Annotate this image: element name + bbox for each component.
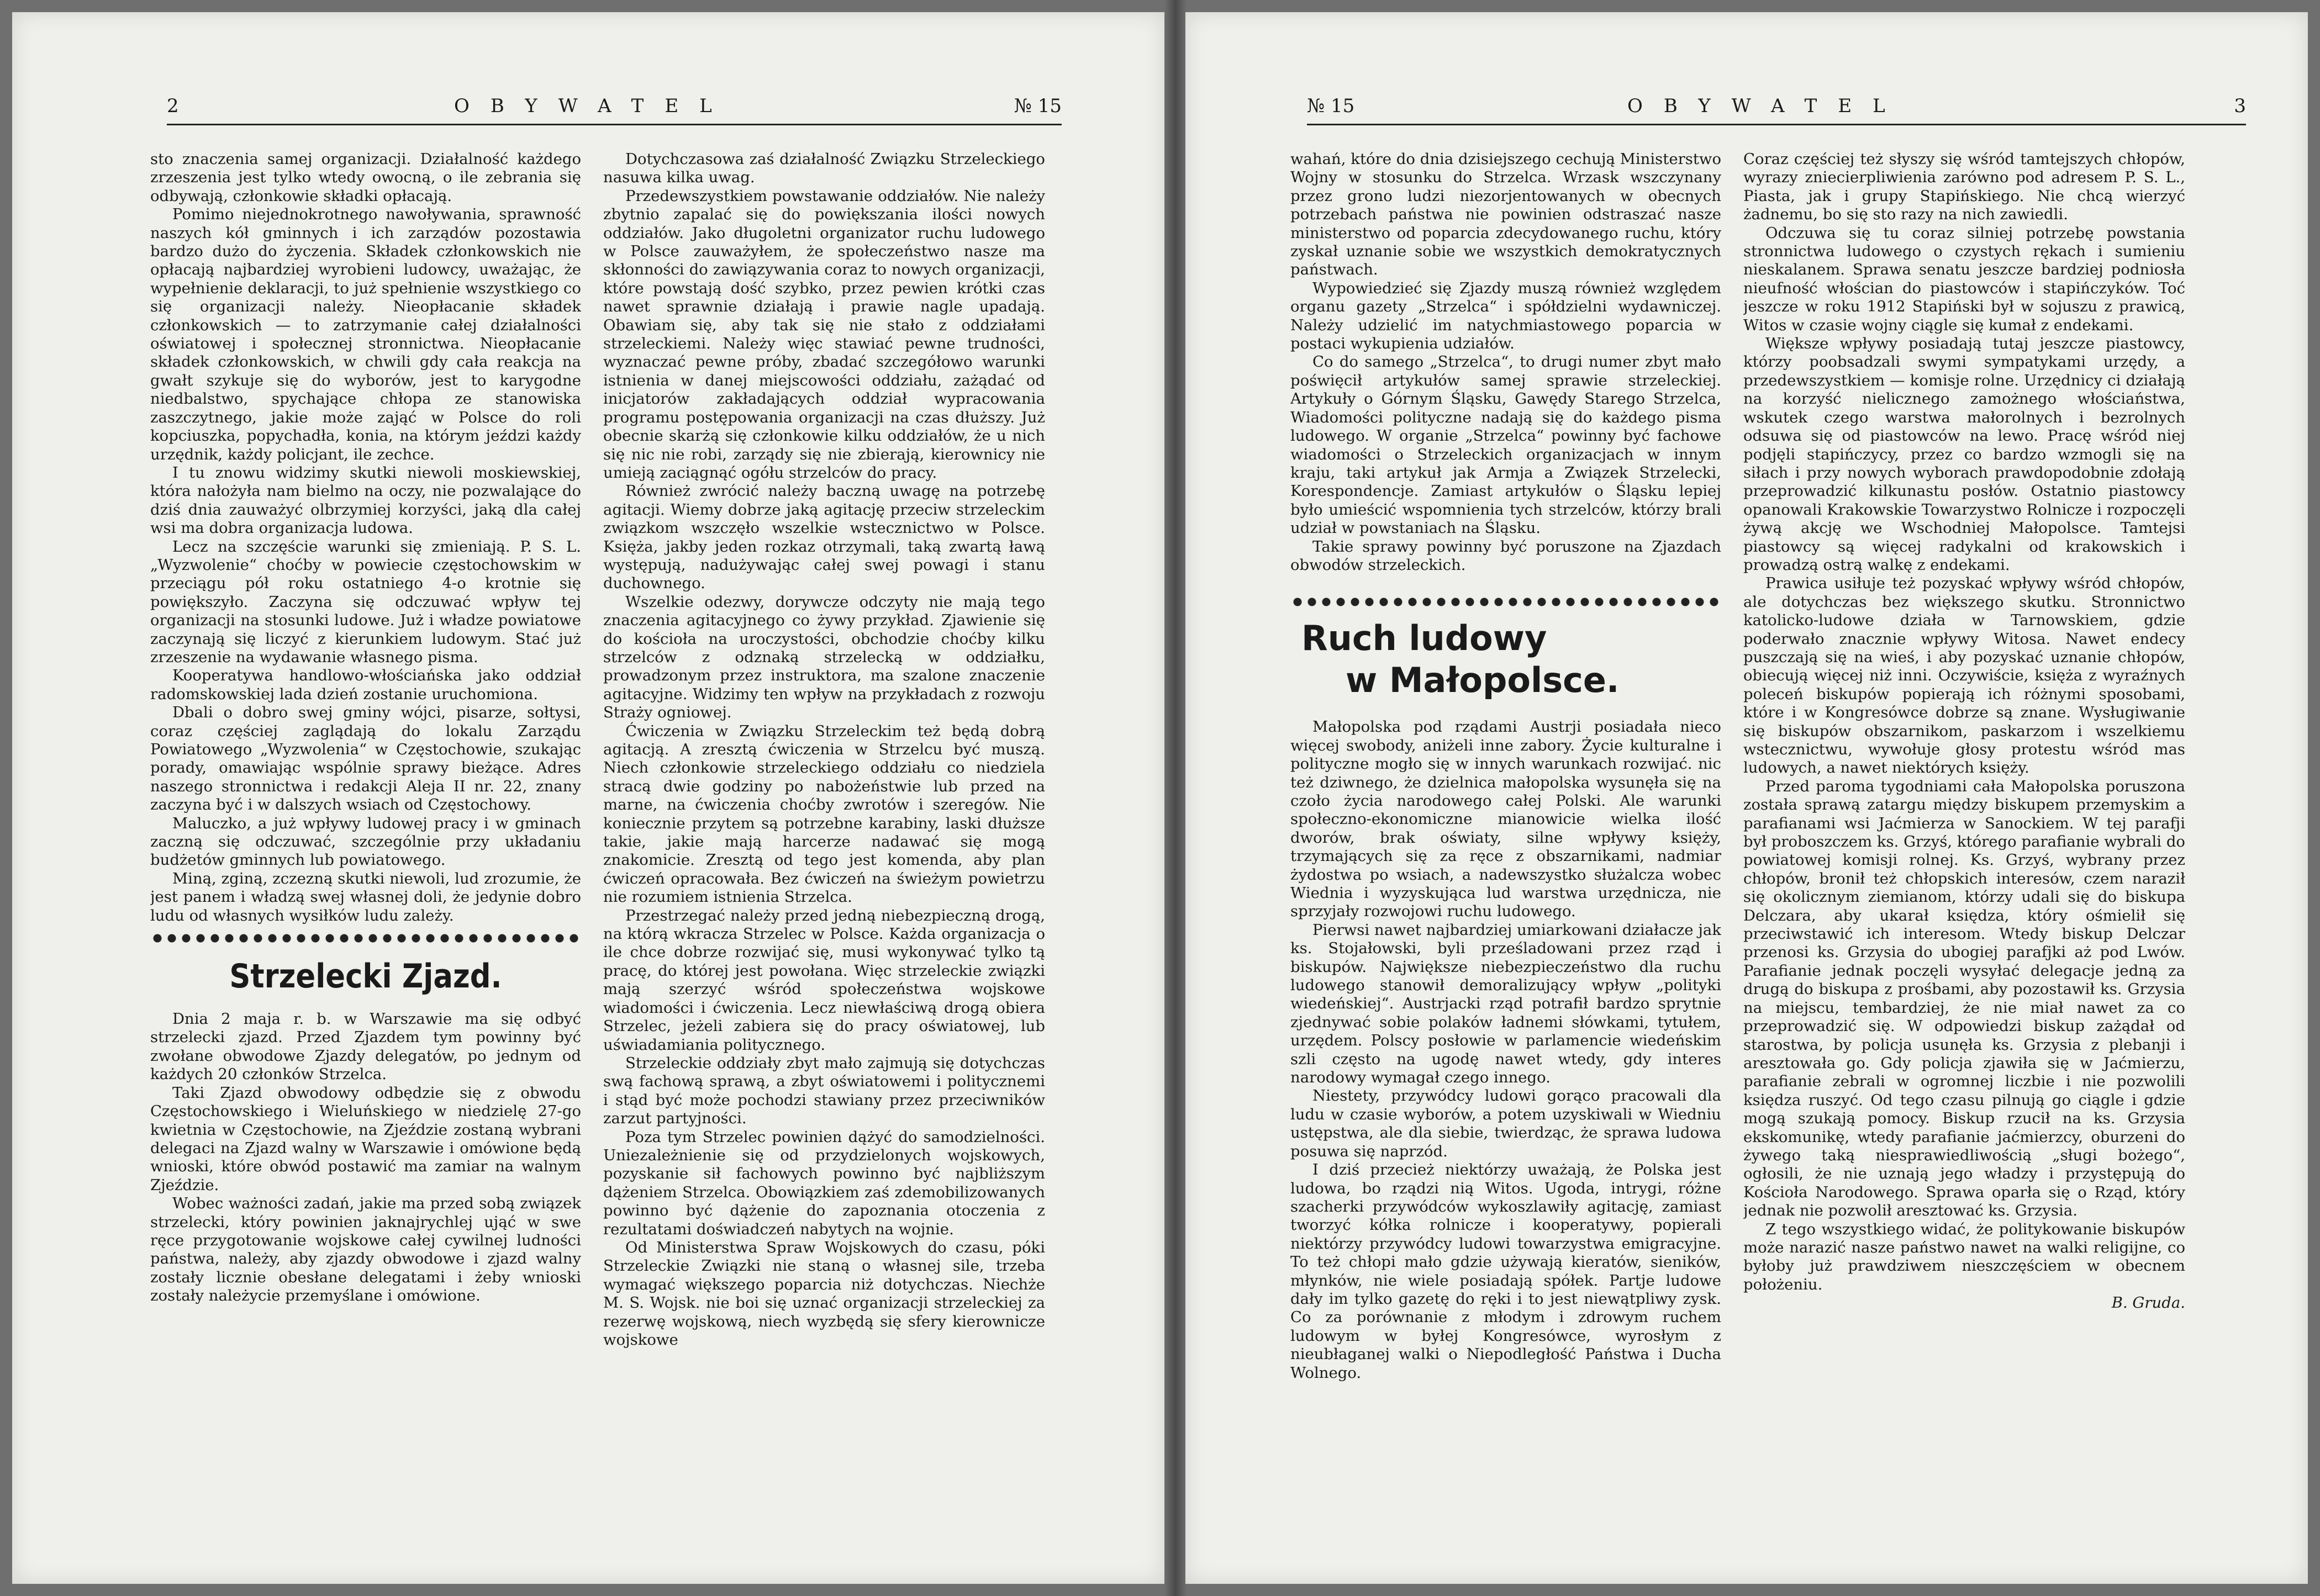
paragraph: Wszelkie odezwy, dorywcze odczyty nie mają tego znaczenia agitacyjnego co żywy przykład. Zjawienie się do kościoła na uroczystości, obchodzie choćby kilku strzelców z odznaką strzelecką w oddziałku, prowadzonym przez instruktora, ma szalone znaczenie agitacyjne. Widzimy ten wpływ na przykładach z rozwoju Straży ogniowej. [603,593,1045,722]
paragraph: I dziś przecież niektórzy uważają, że Polska jest ludowa, bo rządzi nią Witos. Ugoda, intrygi, różne szacherki przywódców wykoszlawiły agitację, zamiast tworzyć kółka rolnicze i kooperatywy, popierali niektórzy przywódcy ludowi towarzystwa emigracyjne. To też chłopi mało gdzie używają kieratów, sieników, młynków, nie wiele posiadają spółek. Partje ludowe dały im tylko gazetę do ręki i to jest niewątpliwy zysk. Co za porównanie z młodym i zdrowym ruchem ludowym w byłej Kongresówce, wyrosłym z nieubłaganej walki o Niepodległość Państwa i Ducha Wolnego. [1290,1161,1721,1382]
paragraph: Z tego wszystkiego widać, że politykowanie biskupów może narazić nasze państwo nawet na walki religijne, co byłoby już prawdziwem nieszczęściem w obecnem położeniu. [1743,1220,2185,1293]
paragraph: Dnia 2 maja r. b. w Warszawie ma się odbyć strzelecki zjazd. Przed Zjazdem tym powinny być zwołane obwodowe Zjazdy delegatów, po jednym od każdych 20 członków Strzelca. [150,1010,581,1084]
paragraph: Od Ministerstwa Spraw Wojskowych do czasu, póki Strzeleckie Związki nie staną o własnej sile, trzeba wymagać większego poparcia niż dotychczas. Niechże M. S. Wojsk. nie boi się uznać organizacji strzeleckiej za rezerwę wojskową, niech wyzbędą się sfery kierownicze wojskowe [603,1238,1045,1349]
paragraph: Maluczko, a już wpływy ludowej pracy i w gminach zaczną się odczuwać, szczególnie przy układaniu budżetów gminnych lub powiatowego. [150,814,581,869]
issue-number: № 15 [1307,95,1355,117]
right-running-head [1307,95,2246,125]
paragraph: Odczuwa się tu coraz silniej potrzebę powstania stronnictwa ludowego o czystych rękach i sumieniu nieskalanem. Sprawa senatu jeszcze bardziej podniosła nieufność włościan do piastowców i stapińczyków. Toć jeszcze w roku 1912 Stapiński był w sojuszu z prawicą, Witos w czasie wojny ciągle się kumał z endekami. [1743,224,2185,334]
left-page [12,12,1164,1584]
paragraph: Kooperatywa handlowo-włościańska jako oddział radomskowskiej lada dzień zostanie uruchomiona. [150,667,581,703]
paragraph: Przed paroma tygodniami cała Małopolska poruszona została sprawą zatargu między biskupem przemyskim a parafianami wsi Jaćmierza w Sanockiem. W tej parafji był proboszczem ks. Grzyś, którego parafianie wybrali do powiatowej komisji rolnej. Ks. Grzyś, wybrany przez chłopów, bronił też chłopskich interesów, czem naraził się okolicznym ziemianom, którzy udali się do biskupa Delczara, aby ukarał księdza, który ośmielił się przeciwstawić ich interesom. Wtedy biskup Delczar przenosi ks. Grzysia do ubogiej parafjki aż pod Lwów. Parafianie jednak poczęli wysyłać delegacje jedną za drugą do biskupa z prośbami, aby pozostawił ks. Grzysia na miejscu, tembardziej, że nie miał nawet za co przeprowadzić się. W odpowiedzi biskup zażądał od starostwa, by policja usunęła ks. Grzysia z plebanji i aresztowała go. Gdy policja zjawiła się w Jaćmierzu, parafianie zebrali w ogromnej liczbie i nie pozwolili księdza ruszyć. Od tego czasu pilnują go ciągle i gdzie mogą szukają pomocy. Biskup rzucił na ks. Grzysia ekskomunikę, wtedy parafianie jaćmierzcy, oburzeni do żywego taką niesprawiedliwością „sługi bożego“, ogłosili, że nie uznają jego władzy i przystępują do Kościoła Narodowego. Sprawa oparła się o Rząd, który jednak nie pozwolił aresztować ks. Grzysia. [1743,777,2185,1220]
paragraph: Coraz częściej też słyszy się wśród tamtejszych chłopów, wyrazy zniecierpliwienia zarówno pod adresem P. S. L., Piasta, jak i grupy Stapińskiego. Nie chcą wierzyć żadnemu, bo się sto razy na nich zawiedli. [1743,150,2185,224]
article-headline-ruch-ludowy [1290,617,1721,701]
headline-line-2: w Małopolsce. [1346,660,1620,701]
right-column-1 [1290,150,1721,1509]
masthead-title: OBYWATEL [454,95,733,117]
paragraph: Co do samego „Strzelca“, to drugi numer zbyt mało poświęcił artykułów samej sprawie strzeleckiej. Artykuły o Górnym Śląsku, Gawędy Starego Strzelca, Wiadomości polityczne nadają się do każdego pisma ludowego. W organie „Strzelca“ powinny być fachowe wiadomości o Strzeleckich organizacjach w innym kraju, taki artykuł jak Armja a Związek Strzelecki, Korespondencje. Zamiast artykułów o Śląsku lepiej było umieścić wspomnienia tych strzelców, którzy brali udział w powstaniach na Śląsku. [1290,353,1721,537]
article-headline-strzelecki-zjazd: Strzelecki Zjazd. [229,957,502,996]
paragraph: Przestrzegać należy przed jedną niebezpieczną drogą, na którą wkracza Strzelec w Polsce. Każda organizacja o ile chce dobrze rozwijać się, musi wykonywać tylko tą pracę, do której jest powołana. Więc strzeleckie związki mają szerzyć wśród społeczeństwa wojskowe wiadomości i ćwiczenia. Lecz niewłaściwą drogą obiera Strzelec, jeżeli zabiera się do pracy oświatowej, lub uświadamiania politycznego. [603,906,1045,1054]
left-running-head [167,95,1062,125]
paragraph: Dbali o dobro swej gminy wójci, pisarze, sołtysi, coraz częściej zaglądają do lokalu Zarządu Powiatowego „Wyzwolenia“ w Częstochowie, szukając porady, omawiając wspólnie sprawy bieżące. Adres naszego stronnictwa i redakcji Aleja II nr. 22, znany zaczyna być i w dalszych wsiach od Częstochowy. [150,704,581,814]
page-number: 3 [2234,95,2246,117]
paragraph: Ćwiczenia w Związku Strzeleckim też będą dobrą agitacją. A zresztą ćwiczenia w Strzelcu być muszą. Niech członkowie strzeleckiego oddziału co niedziela stracą dwie godziny po nabożeństwie lub przed na marne, na ćwiczenia choćby zwrotów i szeregów. Nie koniecznie przytem są potrzebne karabiny, laski dłuższe takie, jakie mają harcerze nadawać się mogą znakomicie. Zresztą od tego jest komenda, aby plan ćwiczeń opracowała. Bez ćwiczeń na świeżym powietrzu nie rozumiem istnienia Strzelca. [603,722,1045,906]
right-page [1185,12,2308,1584]
paragraph: Małopolska pod rządami Austrji posiadała nieco więcej swobody, aniżeli inne zabory. Życie kulturalne i polityczne mogło się w innych warunkach rozwijać. nic też dziwnego, że dzielnica małopolska wysunęła się na czoło życia narodowego całej Polski. Ale warunki społeczno-ekonomiczne mianowicie wielka ilość dworów, brak oświaty, silne wpływy księży, trzymających się za ręce z obszarnikami, nadmiar żydostwa po wsiach, a nadewszystko służalcza wobec Wiednia i wyzyskująca lud warstwa urzędnicza, nie sprzyjały rozwojowi ruchu ludowego. [1290,718,1721,921]
page-number: 2 [167,95,179,117]
paragraph: Strzeleckie oddziały zbyt mało zajmują się dotychczas swą fachową sprawą, a zbyt oświatowemi i politycznemi i stąd być może pochodzi stawiany przez przeciwników zarzut partyjności. [603,1054,1045,1128]
author-signature: B. Gruda. [2111,1294,2185,1312]
paragraph: Pierwsi nawet najbardziej umiarkowani działacze jak ks. Stojałowski, byli prześladowani przez rząd i biskupów. Największe niebezpieczeństwo dla ruchu ludowego stanowił demoralizujący wpływ „polityki wiedeńskiej“. Austrjacki rząd potrafił bardzo sprytnie zjednywać sobie polaków ładnemi słówkami, tytułem, urzędem. Polscy posłowie w parlamencie wiedeńskim szli często na ugodę nawet wtedy, gdy interes narodowy wymagał czego innego. [1290,921,1721,1087]
paragraph: Taki Zjazd obwodowy odbędzie się z obwodu Częstochowskiego i Wieluńskiego w niedzielę 27-go kwietnia w Częstochowie, na Zjeździe zostaną wybrani delegaci na Zjazd walny w Warszawie i omówione będą wnioski, które obwód postawić ma zamiar na walnym Zjeździe. [150,1084,581,1194]
paragraph: Większe wpływy posiadają tutaj jeszcze piastowcy, którzy poobsadzali swymi sympatykami urzędy, a przedewszystkiem — komisje rolne. Urzędnicy ci działają na korzyść nielicznego zamożnego włościaństwa, wskutek czego warstwa małorolnych i bezrolnych odsuwa się od piastowców na lewo. Pracę wśród niej podjęli stapińczycy, przez co bardzo wzmogli się na siłach i przy nowych wyborach prawdopodobnie zdołają przeprowadzić kilkunastu posłów. Ostatnio piastowcy opanowali Krakowskie Towarzystwo Rolnicze i rozpoczęli żywą akcję we Wschodniej Małopolsce. Tamtejsi piastowcy są więcej radykalni od krakowskich i prowadzą ostrą walkę z endekami. [1743,335,2185,574]
paragraph: Lecz na szczęście warunki się zmieniają. P. S. L. „Wyzwolenie“ choćby w powiecie częstochowskim w przeciągu pół roku ostatniego 4-o krotnie się powiększyło. Zaczyna się odczuwać wpływ tej organizacji na stosunki ludowe. Już i władze powiatowe zaczynają się liczyć z kierunkiem ludowym. Stać już zrzeszenie na wydawanie własnego pisma. [150,537,581,666]
paragraph: sto znaczenia samej organizacji. Działalność każdego zrzeszenia jest tylko wtedy owocną, o ile zebrania się odbywają, członkowie składki opłacają. [150,150,581,205]
paragraph: Poza tym Strzelec powinien dążyć do samodzielności. Uniezależnienie się od przydzielonych wojskowych, pozyskanie sił fachowych powinno być najbliższym dążeniem Strzelca. Obowiązkiem zaś zdemobilizowanych powinno być dążenie do zapoznania otoczenia z rezultatami doświadczeń nabytych na wojnie. [603,1128,1045,1238]
ornamental-divider [150,933,581,944]
headline-line-1: Ruch ludowy [1301,618,1547,659]
paragraph: Wobec ważności zadań, jakie ma przed sobą związek strzelecki, który powinien jaknajrychlej ująć w swe ręce przygotowanie wojskowe całej cywilnej ludności państwa, należy, aby zjazdy obwodowe i zjazd walny zostały licznie obesłane delegatami i żeby wnioski zostały należycie przemyślane i omówione. [150,1195,581,1305]
ornamental-divider [1290,596,1721,607]
left-column-1 [150,150,581,1514]
paragraph: Dotychczasowa zaś działalność Związku Strzeleckiego nasuwa kilka uwag. [603,150,1045,187]
masthead-title: OBYWATEL [1627,95,1906,117]
paragraph: Niestety, przywódcy ludowi gorąco pracowali dla ludu w czasie wyborów, a potem uzyskiwali w Wiedniu ustępstwa, ale dla siebie, twierdząc, że sprawa ludowa posuwa się naprzód. [1290,1087,1721,1160]
paragraph: Miną, zginą, zczezną skutki niewoli, lud zrozumie, że jest panem i władzą swej własnej doli, że jedynie dobro ludu od własnych wysiłków ludu zależy. [150,869,581,924]
paragraph: Takie sprawy powinny być poruszone na Zjazdach obwodów strzeleckich. [1290,537,1721,574]
paragraph: Również zwrócić należy baczną uwagę na potrzebę agitacji. Wiemy dobrze jaką agitację przeciw strzeleckim związkom wszczęło wszelkie wstecznictwo w Polsce. Księża, jakby jeden rozkaz otrzymali, taką zwartą ławą występują, nadużywając całej swej powagi i stanu duchownego. [603,482,1045,593]
paragraph: Wypowiedzieć się Zjazdy muszą również względem organu gazety „Strzelca“ i spółdzielni wydawniczej. Należy udzielić im natychmiastowego poparcia w postaci wykupienia udziałów. [1290,279,1721,353]
issue-number: № 15 [1014,95,1062,117]
left-column-2 [603,150,1045,1514]
right-column-2 [1743,150,2185,1509]
spine-gap [1164,0,1187,1596]
paragraph: Przedewszystkiem powstawanie oddziałów. Nie należy zbytnio zapalać się do powiększania ilości nowych oddziałów. Jako długoletni organizator ruchu ludowego w Polsce zauważyłem, że społeczeństwo nasze ma skłonności do zawiązywania coraz to nowych organizacji, które powstają dość szybko, przez pewien krótki czas nawet sprawnie działają i prawie nagle upadają. Obawiam się, aby tak się nie stało z oddziałami strzeleckiemi. Należy więc stawiać pewne trudności, wyznaczać pewne próby, zbadać szczegółowo warunki istnienia w danej miejscowości oddziału, zażądać od inicjatorów zakładających oddział wypracowania programu postępowania organizacji na czas dłuższy. Już obecnie skarżą się członkowie kilku oddziałów, że u nich się nic nie robi, zarządy się nie zbierają, kierownicy nie umieją zaciągnąć ogółu strzelców do pracy. [603,187,1045,482]
paragraph: Pomimo niejednokrotnego nawoływania, sprawność naszych kół gminnych i ich zarządów pozostawia bardzo dużo do życzenia. Składek członkowskich nie opłacają najbardziej wyrobieni ludowcy, uważając, że wypełnienie deklaracji, to już spełnienie wszystkiego co się organizacji należy. Nieopłacanie składek członkowskich — to zatrzymanie całej działalności oświatowej i społecznej stronnictwa. Nieopłacanie składek członkowskich, w chwili gdy cała reakcja na gwałt szykuje się do wyborów, jest to karygodne niedbalstwo, spychające chłopa ze stanowiska zaszczytnego, jakie może zająć w Polsce do roli kopciuszka, popychadła, konia, na którym jeździ każdy urzędnik, każdy policjant, ile zechce. [150,205,581,463]
paragraph: I tu znowu widzimy skutki niewoli moskiewskiej, która nałożyła nam bielmo na oczy, nie pozwalające do dziś dnia zauważyć olbrzymiej korzyści, jaką dla całej wsi ma dobra organizacja ludowa. [150,463,581,537]
paragraph: wahań, które do dnia dzisiejszego cechują Ministerstwo Wojny w stosunku do Strzelca. Wrzask wszczynany przez grono ludzi niezorjentowanych w obecnych potrzebach państwa nie powinien odstraszać nasze ministerstwo od poparcia zdecydowanego ruchu, który zyskał uznanie sobie we wszystkich demokratycznych państwach. [1290,150,1721,279]
paragraph: Prawica usiłuje też pozyskać wpływy wśród chłopów, ale dotychczas bez większego skutku. Stronnictwo katolicko-ludowe działa w Tarnowskiem, gdzie poderwało znacznie wpływy Witosa. Nawet endecy puszczają się na wieś, i aby pozyskać uznanie chłopów, obiecują więcej niż inni. Oczywiście, księża z wyraźnych poleceń biskupów popierają ich różnymi sposobami, które i w Kongresówce dobrze są znane. Wysługiwanie się biskupów obszarnikom, paskarzom i wszelkiemu wstecznictwu, wywołuje głosy protestu wśród mas ludowych, a nawet niektórych księży. [1743,574,2185,777]
